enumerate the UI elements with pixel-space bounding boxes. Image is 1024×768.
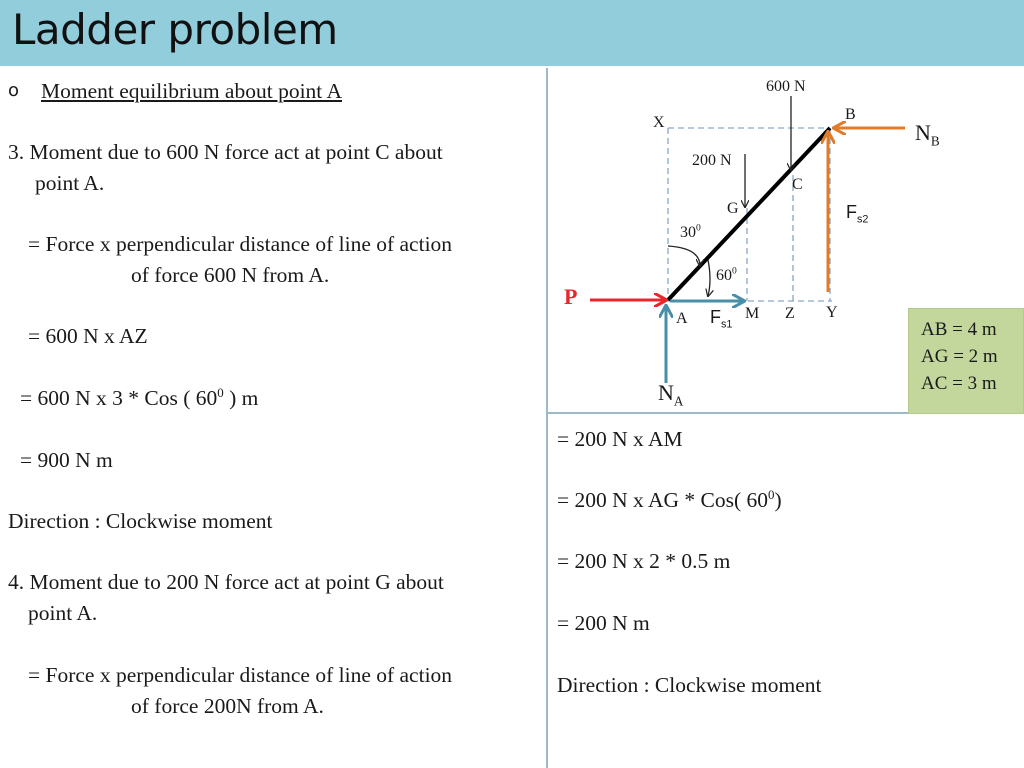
- angle-arc-60: [708, 260, 710, 296]
- text-line: of force 200N from A.: [131, 694, 324, 718]
- text-line: = 200 N x 2 * 0.5 m: [557, 549, 731, 573]
- bullet-marker: o: [8, 80, 20, 101]
- text-line: point A.: [35, 171, 105, 195]
- angle-arc-30: [668, 246, 700, 266]
- label-X: X: [653, 114, 665, 131]
- dim-ac: AC = 3 m: [921, 373, 997, 394]
- text-line: = 200 N x AM: [557, 427, 683, 451]
- label-angle-60: $60^0$: [716, 265, 737, 284]
- text-line: of force 600 N from A.: [131, 263, 330, 287]
- label-600N: 600 N: [766, 78, 806, 95]
- text-line: = 200 N x AG * Cos( $60^0$): [557, 487, 782, 512]
- dim-ag: AG = 2 m: [921, 346, 998, 367]
- label-NB: $N_B$: [915, 120, 940, 149]
- section-heading: Moment equilibrium about point A: [41, 79, 342, 103]
- text-line: 4. Moment due to 200 N force act at point G about: [8, 570, 444, 594]
- dimensions-box: [908, 308, 1024, 414]
- label-G: G: [727, 200, 739, 217]
- label-Fs2: $F_{s2}$: [846, 202, 869, 226]
- label-B: B: [845, 106, 856, 123]
- text-line: = 600 N x 3 * Cos ( $60^0$ ) m: [20, 385, 259, 410]
- label-C: C: [792, 176, 803, 193]
- label-M: M: [745, 305, 760, 322]
- label-Fs1: $F_{s1}$: [710, 307, 733, 331]
- text-line: Direction : Clockwise moment: [8, 509, 273, 533]
- label-P: P: [564, 284, 578, 309]
- label-angle-30: $30^0$: [680, 222, 701, 241]
- text-line: = Force x perpendicular distance of line of action: [28, 663, 453, 687]
- label-Y: Y: [826, 304, 838, 321]
- label-Z: Z: [785, 305, 795, 322]
- text-line: 3. Moment due to 600 N force act at point C about: [8, 140, 443, 164]
- dim-ab: AB = 4 m: [921, 319, 997, 340]
- text-line: = 600 N x AZ: [28, 324, 148, 348]
- label-200N: 200 N: [692, 152, 732, 169]
- text-line: = 200 N m: [557, 611, 650, 635]
- text-line: = 900 N m: [20, 448, 113, 472]
- label-NA: $N_A$: [658, 380, 684, 409]
- text-line: point A.: [28, 601, 98, 625]
- text-line: Direction : Clockwise moment: [557, 673, 822, 697]
- text-line: = Force x perpendicular distance of line of action: [28, 232, 453, 256]
- page-title: Ladder problem: [12, 5, 338, 54]
- label-A: A: [676, 310, 688, 327]
